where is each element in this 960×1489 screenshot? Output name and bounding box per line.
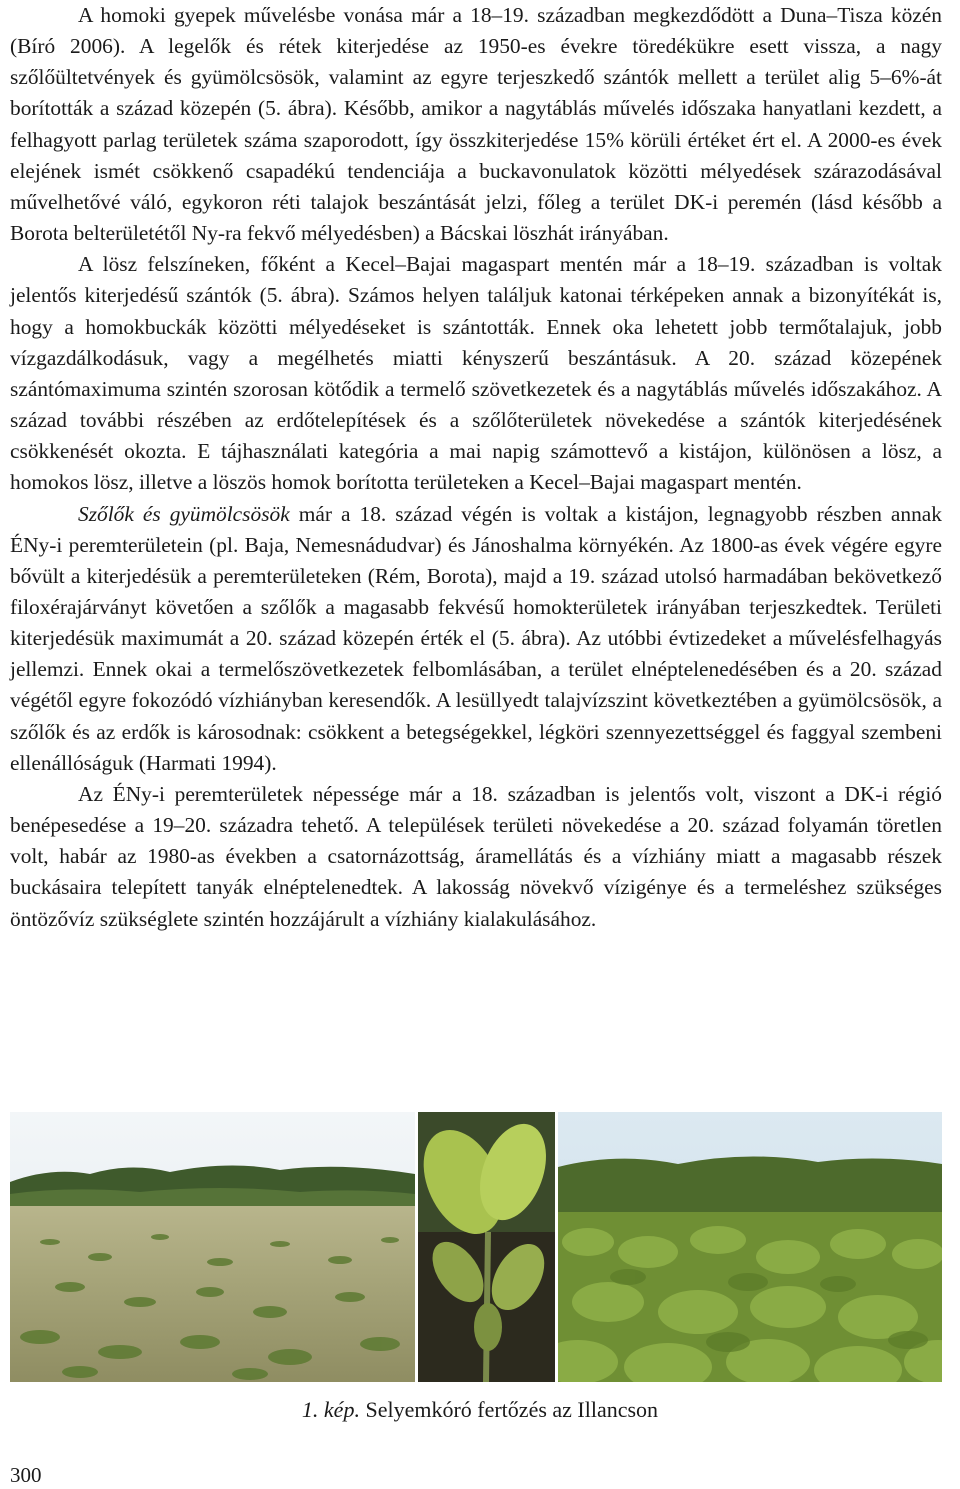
figure-number: 1. kép. bbox=[301, 1397, 360, 1422]
paragraph-3: Szőlők és gyümölcsösök már a 18. század végén is voltak a kistájon, legnagyobb részben annak ÉNy-i peremterületein (pl. Baja, Nemesnádudvar) és Jánoshalma környékén. Az 1800-as évek végére egyre bővült a kiterjedésük a peremterületeken (Rém, Borota), majd a 19. század utolsó harmadában bekövetkező filoxérajárványt követően a szőlők a magasabb fekvésű homokterületek irányában terjeszkedtek. Területi kiterjedésük maximumát a 20. század közepén érték el (5. ábra). Az utóbbi évtizedeket a művelésfelhagyás jellemzi. Ennek okai a termelőszövetkezetek felbomlásában, a terület elnéptelenedésében és a 20. század végétől egyre fokozódó vízhiányban keresendők. A lesüllyedt talajvízszint következtében a gyümölcsösök, a szőlők és az erdők is károsodnak: csökkent a betegségekkel, légköri szennyezettséggel és faggyal szembeni ellenállóságuk (Harmati 1994). bbox=[10, 501, 942, 775]
field-photo bbox=[10, 1112, 415, 1382]
photo-strip bbox=[10, 1112, 942, 1382]
page-number: 300 bbox=[10, 1463, 42, 1487]
figure-caption bbox=[0, 1397, 960, 1423]
plant-closeup-photo bbox=[418, 1112, 555, 1382]
seedling-image bbox=[418, 1112, 555, 1382]
plantation-image bbox=[558, 1112, 942, 1382]
paragraph-4: Az ÉNy-i peremterületek népessége már a 18. században is jelentős volt, viszont a DK-i régió benépesedése a 19–20. századra tehető. A települések területi növekedése a 20. század folyamán töretlen volt, habár az 1980-as években a csatornázottság, áramellátás és a vízhiány miatt a magasabb részek buckásaira telepített tanyák elnéptelenedtek. A lakosság növekvő vízigénye és a termeléshez szükséges öntözővíz szükséglete szintén hozzájárult a vízhiány kialakulásához. bbox=[10, 781, 942, 931]
paragraph-2: A lösz felszíneken, főként a Kecel–Bajai magaspart mentén már a 18–19. században is voltak jelentős kiterjedésű szántók (5. ábra). Számos helyen találjuk katonai térképeken annak a bizonyítékát is, hogy a homokbuckák közötti mélyedéseket is szántották. Ennek oka lehetett jobb termőtalajuk, jobb vízgazdálkodásuk, vagy a megélhetés miatti kényszerű beszántásuk. A 20. század közepének szántómaximuma szintén szorosan kötődik a termelő szövetkezetek és a nagytáblás művelés időszakához. A század további részében az erdőtelepítések és a szőlőterületek növekedése a szántók kiterjedésének csökkenését okozta. E tájhasználati kategória a mai napig számottevő a kistájon, különösen a lösz, a homokos lösz, illetve a löszös homok borította területeken a Kecel–Bajai magaspart mentén. bbox=[10, 252, 942, 495]
paragraph-1: A homoki gyepek művelésbe vonása már a 18–19. században megkezdődött a Duna–Tisza közén (Bíró 2006). A legelők és rétek kiterjedése az 1950-es évekre töredékükre esett vissza, a nagy szőlőültetvények és gyümölcsösök, valamint az egyre terjeszkedő szántók mellett a terület alig 5–6%-át borították a század közepén (5. ábra). Később, amikor a nagytáblás művelés időszaka hanyatlani kezdett, a felhagyott parlag területek száma szaporodott, így összkiterjedése 15% körüli értéket ért el. A 2000-es évek elejének ismét csökkenő csapadékú tendenciája a buckavonulatok közötti mélyedések szárazodásával művelhetővé váló, egykoron réti talajok beszántását jelzi, főleg a terület DK-i peremén (lásd később a Borota belterületétől Ny-ra fekvő mélyedésben) a Bácskai löszhát irányában. bbox=[10, 3, 942, 246]
plantation-photo bbox=[558, 1112, 942, 1382]
text-body bbox=[10, 0, 942, 935]
italic-lead: Szőlők és gyümölcsösök bbox=[78, 501, 290, 526]
figure-title: Selyemkóró fertőzés az Illancson bbox=[359, 1397, 659, 1422]
field-landscape-image bbox=[10, 1112, 415, 1382]
